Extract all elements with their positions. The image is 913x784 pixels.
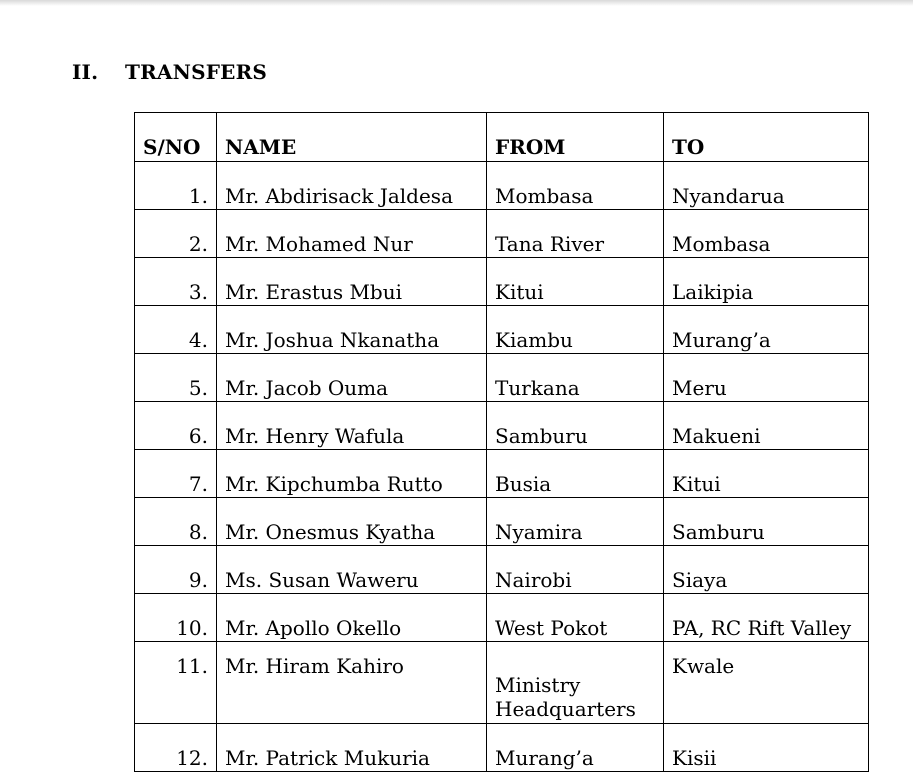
cell-sno: 4. <box>135 306 217 354</box>
table-row <box>135 724 869 772</box>
table-row <box>135 546 869 594</box>
page-top-edge <box>0 0 913 6</box>
cell-from: Kiambu <box>487 306 664 354</box>
header-sno: S/NO <box>135 113 217 162</box>
cell-sno: 3. <box>135 258 217 306</box>
section-number: II. <box>72 60 99 84</box>
cell-name: Mr. Henry Wafula <box>217 402 487 450</box>
cell-to: Murang’a <box>664 306 869 354</box>
cell-sno: 9. <box>135 546 217 594</box>
cell-from: Tana River <box>487 210 664 258</box>
cell-from: Samburu <box>487 402 664 450</box>
cell-name: Mr. Patrick Mukuria <box>217 724 487 772</box>
cell-name: Ms. Susan Waweru <box>217 546 487 594</box>
table-row <box>135 450 869 498</box>
table-header-row <box>135 113 869 162</box>
cell-to: Kitui <box>664 450 869 498</box>
cell-to: Kwale <box>664 642 869 724</box>
header-name: NAME <box>217 113 487 162</box>
cell-from: Ministry Headquarters <box>487 642 664 724</box>
table-row <box>135 402 869 450</box>
cell-to: Meru <box>664 354 869 402</box>
cell-name: Mr. Erastus Mbui <box>217 258 487 306</box>
table-row <box>135 306 869 354</box>
cell-sno: 7. <box>135 450 217 498</box>
cell-sno: 11. <box>135 642 217 724</box>
cell-from: Mombasa <box>487 162 664 210</box>
cell-sno: 5. <box>135 354 217 402</box>
cell-from: Nairobi <box>487 546 664 594</box>
table-row <box>135 162 869 210</box>
header-from: FROM <box>487 113 664 162</box>
cell-name: Mr. Joshua Nkanatha <box>217 306 487 354</box>
table-row <box>135 498 869 546</box>
section-heading <box>72 60 267 84</box>
cell-sno: 2. <box>135 210 217 258</box>
table-row <box>135 258 869 306</box>
cell-to: Samburu <box>664 498 869 546</box>
cell-sno: 1. <box>135 162 217 210</box>
cell-sno: 6. <box>135 402 217 450</box>
cell-to: Siaya <box>664 546 869 594</box>
cell-from: Kitui <box>487 258 664 306</box>
table-row <box>135 210 869 258</box>
cell-sno: 10. <box>135 594 217 642</box>
cell-sno: 12. <box>135 724 217 772</box>
cell-to: Laikipia <box>664 258 869 306</box>
cell-from: West Pokot <box>487 594 664 642</box>
cell-from: Turkana <box>487 354 664 402</box>
transfers-table <box>134 112 869 772</box>
cell-name: Mr. Mohamed Nur <box>217 210 487 258</box>
cell-name: Mr. Kipchumba Rutto <box>217 450 487 498</box>
cell-name: Mr. Hiram Kahiro <box>217 642 487 724</box>
cell-to: Kisii <box>664 724 869 772</box>
cell-to: Makueni <box>664 402 869 450</box>
cell-from: Busia <box>487 450 664 498</box>
cell-sno: 8. <box>135 498 217 546</box>
cell-to: Nyandarua <box>664 162 869 210</box>
cell-from: Murang’a <box>487 724 664 772</box>
table-row <box>135 594 869 642</box>
header-to: TO <box>664 113 869 162</box>
cell-from: Nyamira <box>487 498 664 546</box>
cell-name: Mr. Jacob Ouma <box>217 354 487 402</box>
cell-to: PA, RC Rift Valley <box>664 594 869 642</box>
section-title: TRANSFERS <box>125 60 268 84</box>
cell-name: Mr. Abdirisack Jaldesa <box>217 162 487 210</box>
cell-to: Mombasa <box>664 210 869 258</box>
table-row <box>135 354 869 402</box>
table-row <box>135 642 869 724</box>
cell-name: Mr. Apollo Okello <box>217 594 487 642</box>
cell-name: Mr. Onesmus Kyatha <box>217 498 487 546</box>
